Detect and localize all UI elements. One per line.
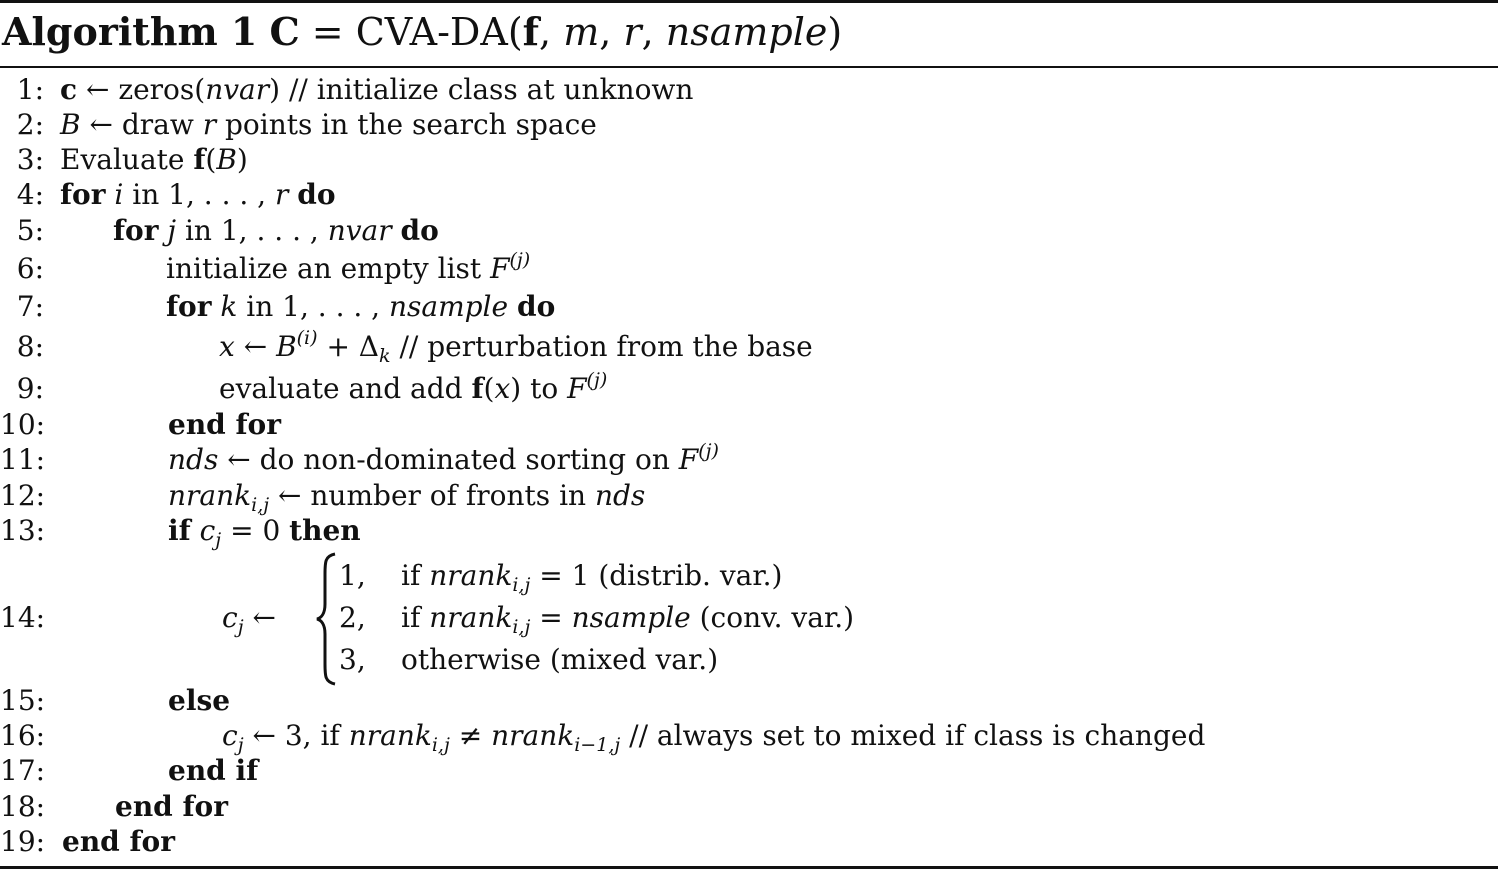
keyword-for: for bbox=[60, 178, 106, 211]
paren: ) bbox=[236, 143, 248, 176]
arg-f: f bbox=[522, 9, 540, 54]
algo-line-11 bbox=[0, 440, 719, 477]
subscript: j bbox=[237, 616, 244, 638]
line-text: = 0 bbox=[221, 514, 290, 547]
arg-m: m bbox=[563, 10, 600, 54]
superscript: (j) bbox=[586, 369, 608, 391]
var-nds: nds bbox=[168, 443, 219, 476]
line-number: 10: bbox=[0, 408, 46, 441]
line-text: ← 3, if bbox=[243, 719, 349, 752]
case-condition: otherwise (mixed var.) bbox=[401, 643, 719, 676]
line-text: in 1, . . . , bbox=[237, 290, 389, 323]
line-text: ← zeros( bbox=[77, 73, 206, 106]
keyword-end-for: end for bbox=[62, 825, 175, 858]
line-text: ← number of fronts in bbox=[269, 479, 595, 512]
algorithm-caption bbox=[2, 8, 842, 56]
var-f: f bbox=[471, 372, 484, 405]
algo-line-3 bbox=[0, 143, 248, 177]
line-text: ← draw bbox=[80, 108, 203, 141]
line-text: in 1, . . . , bbox=[123, 178, 275, 211]
algo-line-2 bbox=[0, 108, 597, 142]
case-condition: if bbox=[401, 601, 430, 634]
var-nrank: nrank bbox=[429, 601, 513, 634]
line-text: Evaluate bbox=[60, 143, 194, 176]
close-paren: ) bbox=[827, 10, 843, 54]
var-F: F bbox=[678, 443, 699, 476]
algorithm-label: Algorithm 1 bbox=[2, 9, 258, 54]
var-c: c bbox=[222, 601, 238, 634]
var-B: B bbox=[60, 108, 81, 141]
arrow: ← bbox=[243, 601, 276, 634]
keyword-for: for bbox=[113, 214, 159, 247]
algo-line-8 bbox=[0, 327, 813, 367]
subscript: k bbox=[379, 345, 391, 367]
caption-rule bbox=[0, 66, 1498, 68]
paren: ( bbox=[483, 372, 495, 405]
var-nvar: nvar bbox=[205, 73, 270, 106]
var-nrank: nrank bbox=[491, 719, 575, 752]
line-text: ← do non-dominated sorting on bbox=[218, 443, 679, 476]
var-c: c bbox=[222, 719, 238, 752]
line-number: 6: bbox=[16, 252, 44, 285]
var-nvar: nvar bbox=[327, 214, 392, 247]
subscript: i,j bbox=[251, 494, 270, 516]
var-c: c bbox=[60, 73, 78, 106]
case-row-3 bbox=[339, 643, 718, 677]
line-number: 18: bbox=[0, 790, 46, 823]
line-number: 17: bbox=[0, 754, 46, 787]
var-i: i bbox=[114, 178, 124, 211]
var-x: x bbox=[219, 330, 235, 363]
line-number: 19: bbox=[0, 825, 46, 858]
top-rule bbox=[0, 0, 1498, 3]
algo-line-12 bbox=[0, 479, 646, 516]
case-row-2 bbox=[339, 601, 855, 638]
bottom-rule bbox=[0, 866, 1498, 869]
line-number: 16: bbox=[0, 719, 46, 752]
var-nsample: nsample bbox=[388, 290, 509, 323]
case-rhs: = bbox=[530, 601, 572, 634]
function-name: CVA-DA( bbox=[355, 10, 523, 54]
algo-line-19 bbox=[0, 825, 175, 859]
line-text: in 1, . . . , bbox=[176, 214, 328, 247]
var-c: c bbox=[190, 514, 216, 547]
line-text: + Δ bbox=[317, 330, 380, 363]
keyword-do: do bbox=[516, 290, 556, 323]
arg-sep: , bbox=[539, 10, 564, 54]
line-comment: ) // initialize class at unknown bbox=[269, 73, 694, 106]
output-var: C bbox=[269, 9, 300, 54]
keyword-end-for: end for bbox=[168, 408, 281, 441]
case-rhs: = 1 bbox=[530, 559, 590, 592]
superscript: (i) bbox=[296, 327, 318, 349]
algo-line-9 bbox=[0, 369, 608, 406]
line-text: ) to bbox=[510, 372, 568, 405]
keyword-do: do bbox=[400, 214, 439, 247]
equals-sign: = bbox=[299, 10, 356, 54]
keyword-end-for: end for bbox=[115, 790, 228, 823]
subscript: j bbox=[237, 734, 244, 756]
keyword-end-if: end if bbox=[168, 754, 259, 787]
algo-line-1 bbox=[0, 73, 693, 107]
case-row-1 bbox=[339, 559, 783, 596]
subscript: i−1,j bbox=[574, 734, 621, 756]
var-r: r bbox=[202, 108, 217, 141]
var-j: j bbox=[167, 214, 177, 247]
case-value: 3, bbox=[339, 643, 366, 676]
var-nds: nds bbox=[594, 479, 646, 512]
case-value: 1, bbox=[339, 559, 366, 592]
subscript: i,j bbox=[431, 734, 450, 756]
line-comment: // perturbation from the base bbox=[390, 330, 813, 363]
var-B: B bbox=[276, 330, 297, 363]
var-k: k bbox=[220, 290, 238, 323]
line-text: evaluate and add bbox=[219, 372, 472, 405]
not-equal: ≠ bbox=[449, 719, 492, 752]
var-F: F bbox=[567, 372, 587, 405]
line-number: 8: bbox=[16, 330, 44, 363]
line-number: 7: bbox=[16, 290, 44, 323]
subscript: i,j bbox=[512, 616, 531, 638]
subscript: i,j bbox=[512, 574, 531, 596]
var-nrank: nrank bbox=[168, 479, 252, 512]
keyword-else: else bbox=[168, 684, 231, 717]
algo-line-5 bbox=[0, 214, 439, 248]
algo-line-17 bbox=[0, 754, 258, 788]
line-text: initialize an empty list bbox=[166, 252, 491, 285]
case-note: (conv. var.) bbox=[690, 601, 855, 634]
algo-line-6 bbox=[0, 249, 531, 286]
arg-sep: , bbox=[641, 10, 666, 54]
line-text: points in the search space bbox=[216, 108, 597, 141]
left-brace bbox=[315, 552, 337, 686]
arg-nsample: nsample bbox=[665, 10, 828, 54]
var-F: F bbox=[490, 252, 510, 285]
line-number: 3: bbox=[16, 143, 44, 176]
var-nsample: nsample bbox=[571, 601, 691, 634]
line-number: 15: bbox=[0, 684, 46, 717]
superscript: (j) bbox=[698, 440, 719, 462]
algo-line-18 bbox=[0, 790, 228, 824]
line-comment: // always set to mixed if class is changed bbox=[620, 719, 1206, 752]
case-note: (distrib. var.) bbox=[589, 559, 783, 592]
line-number: 1: bbox=[16, 73, 44, 106]
var-nrank: nrank bbox=[348, 719, 432, 752]
line-number: 9: bbox=[16, 372, 44, 405]
arg-r: r bbox=[623, 10, 642, 54]
line-number: 5: bbox=[16, 214, 44, 247]
var-B: B bbox=[216, 143, 237, 176]
keyword-if: if bbox=[168, 514, 191, 547]
algo-line-15 bbox=[0, 684, 230, 718]
arrow: ← bbox=[234, 330, 277, 363]
keyword-then: then bbox=[289, 514, 361, 547]
keyword-do: do bbox=[297, 178, 336, 211]
var-nrank: nrank bbox=[429, 559, 513, 592]
line-number: 11: bbox=[0, 443, 46, 476]
var-r: r bbox=[274, 178, 289, 211]
line-number: 12: bbox=[0, 479, 46, 512]
var-x: x bbox=[494, 372, 511, 405]
line-number: 13: bbox=[0, 514, 46, 547]
algo-line-10 bbox=[0, 408, 281, 442]
line-number: 4: bbox=[16, 178, 44, 211]
line-number: 14: bbox=[0, 601, 46, 634]
line-number: 2: bbox=[16, 108, 44, 141]
keyword-for: for bbox=[166, 290, 212, 323]
subscript: j bbox=[215, 529, 222, 551]
arg-sep: , bbox=[599, 10, 624, 54]
superscript: (j) bbox=[509, 249, 531, 271]
var-f: f bbox=[193, 143, 206, 176]
algo-line-14 bbox=[0, 601, 276, 638]
algo-line-7 bbox=[0, 290, 555, 324]
paren: ( bbox=[205, 143, 217, 176]
algo-line-13 bbox=[0, 514, 361, 551]
case-condition: if bbox=[401, 559, 430, 592]
algo-line-16 bbox=[0, 719, 1206, 756]
case-value: 2, bbox=[339, 601, 366, 634]
algo-line-4 bbox=[0, 178, 336, 212]
